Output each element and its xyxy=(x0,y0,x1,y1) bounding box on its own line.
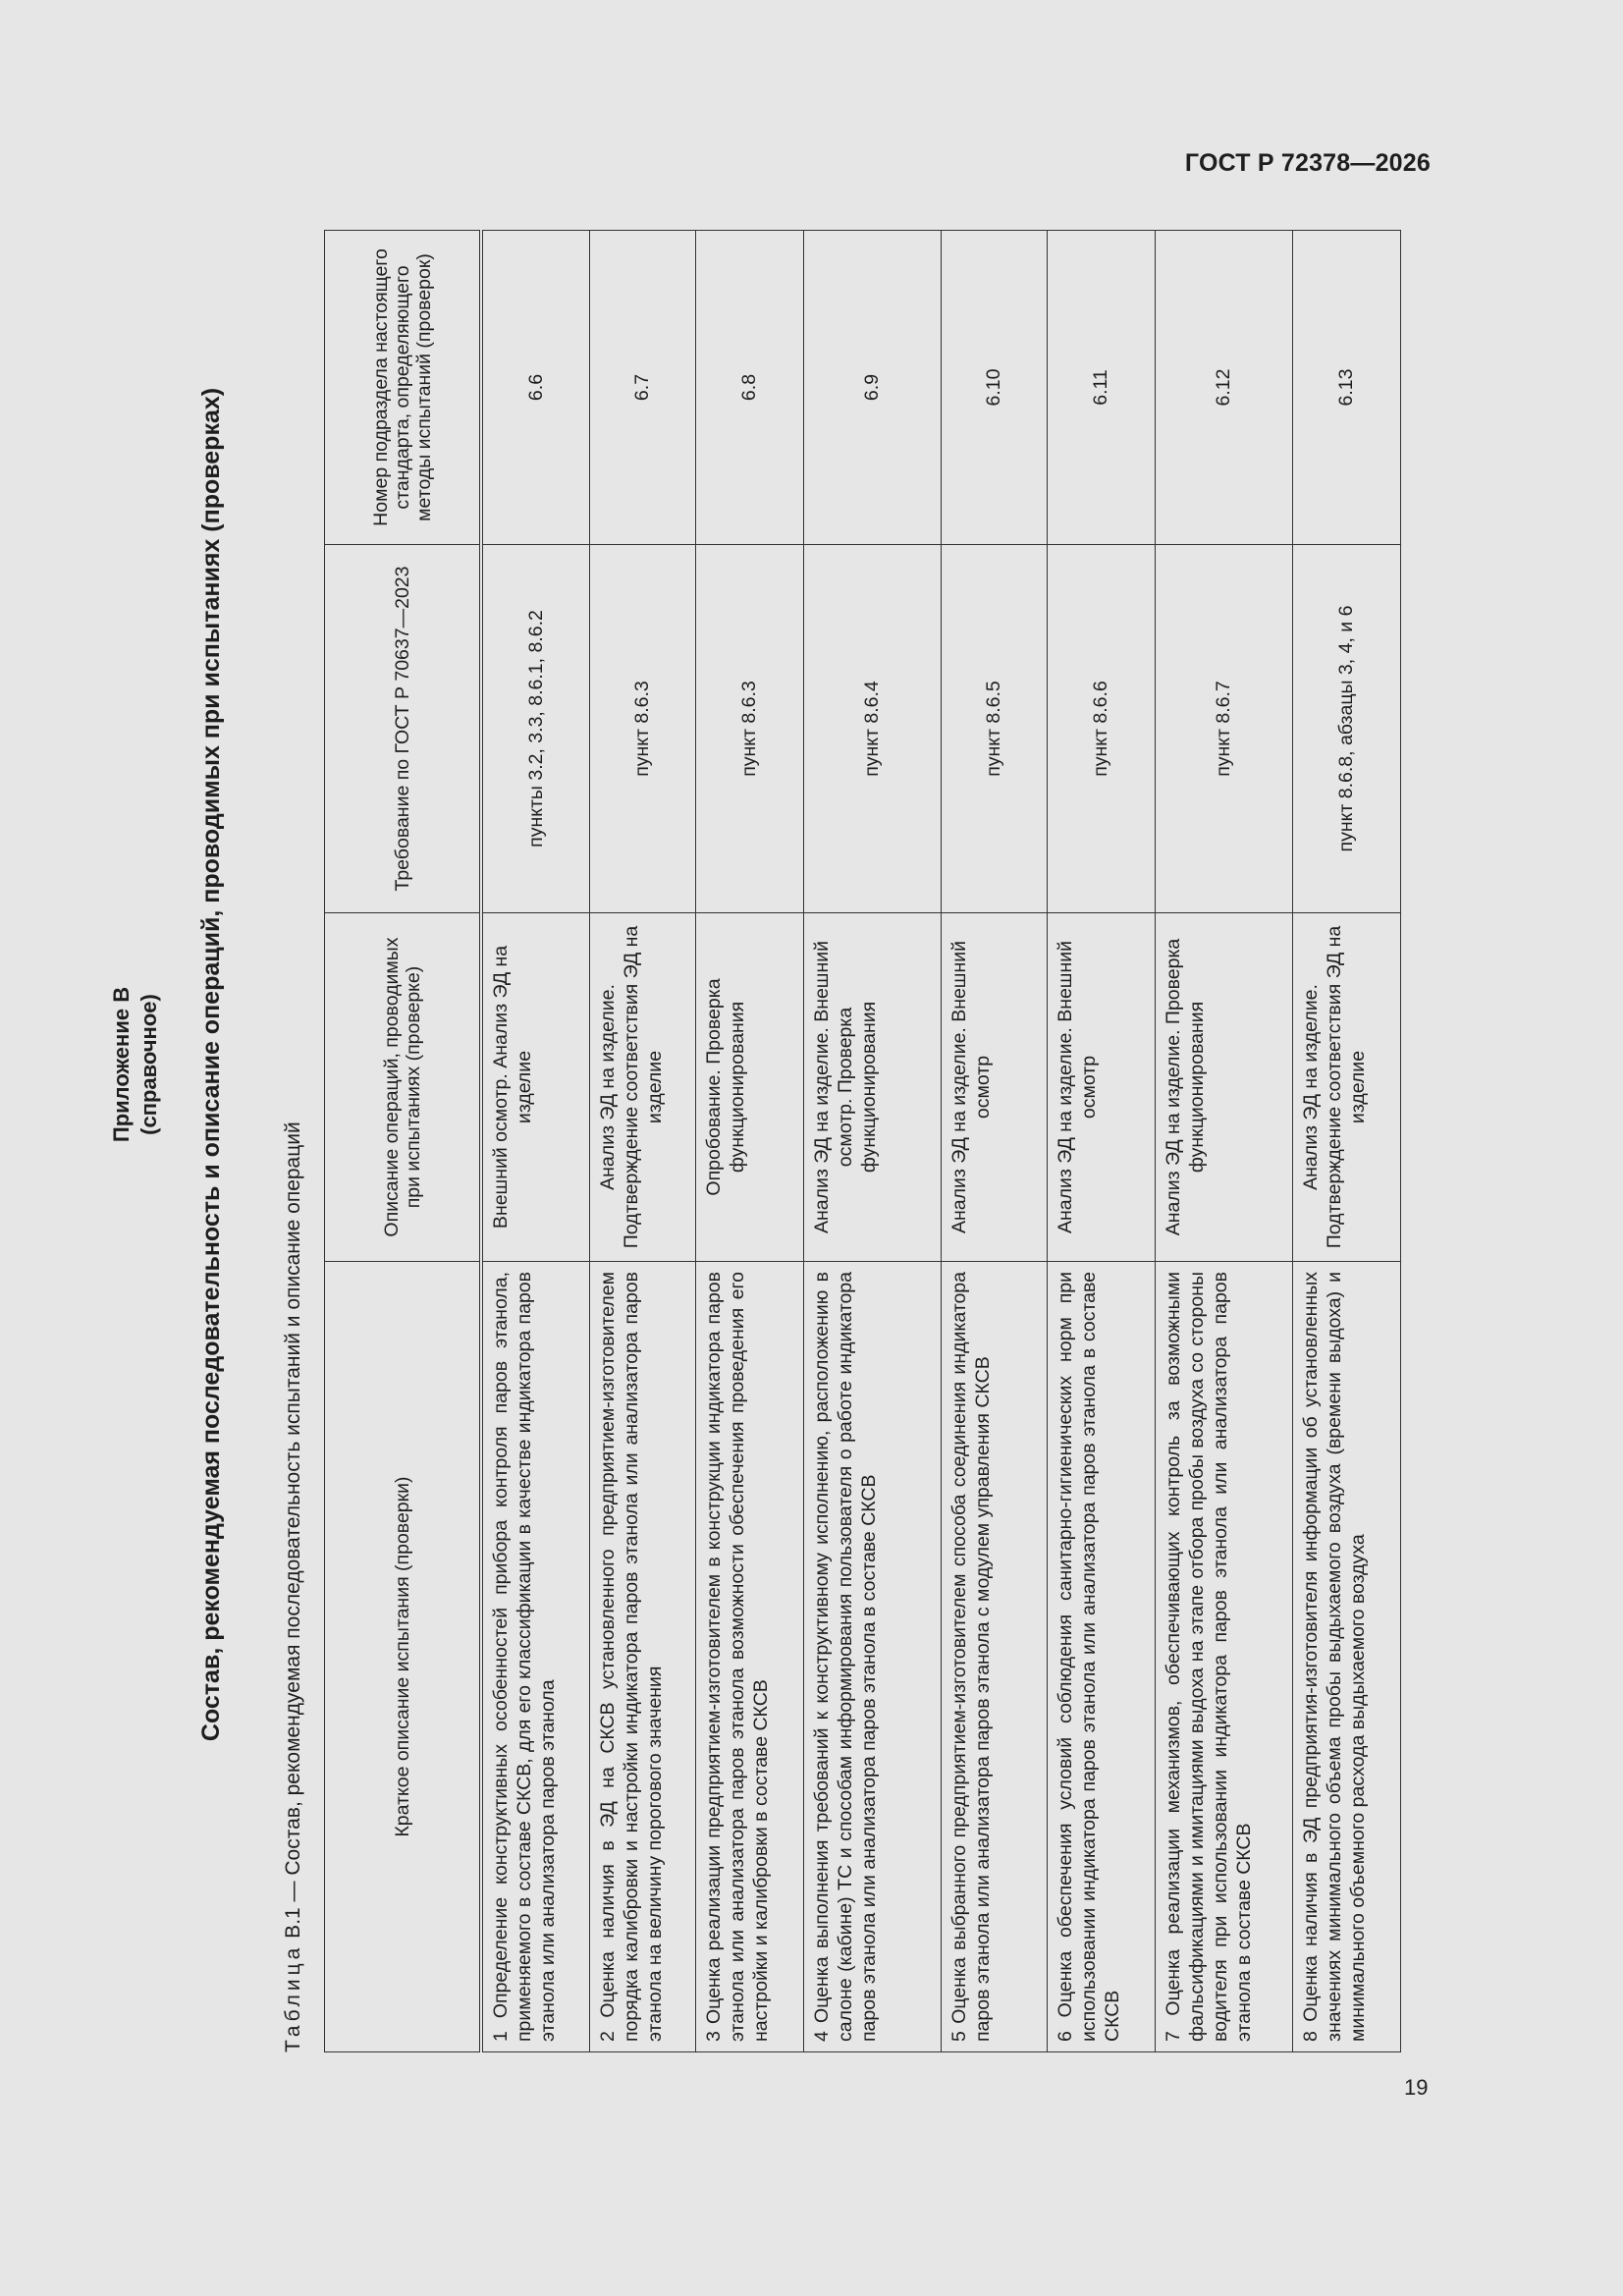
row-subsection: 6.8 xyxy=(695,231,803,545)
table-row xyxy=(941,231,1047,2052)
table-row xyxy=(695,231,803,2052)
row-description: 2 Оценка наличия в ЭД на СКСВ установленного предприятием-изготовителем порядка калибровки и настройки индикатора паров этанола или анализатора паров этанола на величину порогового значения xyxy=(589,1262,695,2052)
table-caption xyxy=(282,1121,305,2052)
operations-table xyxy=(324,230,1401,2052)
row-subsection: 6.11 xyxy=(1047,231,1155,545)
table-caption-prefix: Таблица xyxy=(282,1943,304,2052)
row-requirement: пункт 8.6.3 xyxy=(695,545,803,913)
table-row xyxy=(589,231,695,2052)
standard-designation: ГОСТ Р 72378—2026 xyxy=(1184,149,1431,177)
header-requirement: Требование по ГОСТ Р 70637—2023 xyxy=(325,545,482,913)
row-operations: Анализ ЭД на изделие. Проверка функционирования xyxy=(1155,913,1292,1262)
header-description: Краткое описание испытания (проверки) xyxy=(325,1262,482,2052)
row-requirement: пункт 8.6.3 xyxy=(589,545,695,913)
row-requirement: пункт 8.6.8, абзацы 3, 4, и 6 xyxy=(1292,545,1400,913)
row-requirement: пункт 8.6.5 xyxy=(941,545,1047,913)
row-description: 5 Оценка выбранного предприятием-изготовителем способа соединения индикатора паров этанола или анализатора паров этанола с модулем управления СКСВ xyxy=(941,1262,1047,2052)
row-requirement: пункты 3.2, 3.3, 8.6.1, 8.6.2 xyxy=(481,545,589,913)
appendix-title: Приложение В xyxy=(109,986,134,1143)
table-row xyxy=(1292,231,1400,2052)
row-operations: Анализ ЭД на изделие. Подтверждение соответствия ЭД на изделие xyxy=(589,913,695,1262)
row-description: 8 Оценка наличия в ЭД предприятия-изготовителя информации об установленных значениях минимального объема пробы выдыхаемого воздуха (времени выдоха) и минимального объемного расхода выдыхаемого воздуха xyxy=(1292,1262,1400,2052)
row-requirement: пункт 8.6.6 xyxy=(1047,545,1155,913)
row-subsection: 6.6 xyxy=(481,231,589,545)
row-subsection: 6.9 xyxy=(803,231,941,545)
table-row xyxy=(1155,231,1292,2052)
table-header-row xyxy=(325,231,482,2052)
row-subsection: 6.7 xyxy=(589,231,695,545)
appendix-heading xyxy=(108,57,163,2072)
row-subsection: 6.10 xyxy=(941,231,1047,545)
row-subsection: 6.12 xyxy=(1155,231,1292,545)
row-description: 7 Оценка реализации механизмов, обеспечивающих контроль за возможными фальсификациями и имитациями выдоха на этапе отбора пробы воздуха со стороны водителя при использовании индикатора паров этанола или анализатора паров этанола в составе СКСВ xyxy=(1155,1262,1292,2052)
row-operations: Анализ ЭД на изделие. Внешний осмотр xyxy=(1047,913,1155,1262)
row-operations: Анализ ЭД на изделие. Подтверждение соответствия ЭД на изделие xyxy=(1292,913,1400,1262)
row-operations: Анализ ЭД на изделие. Внешний осмотр. Проверка функционирования xyxy=(803,913,941,1262)
table-caption-text: В.1 — Состав, рекомендуемая последовательность испытаний и описание операций xyxy=(282,1121,304,1939)
row-operations: Внешний осмотр. Анализ ЭД на изделие xyxy=(481,913,589,1262)
header-operations: Описание операций, проводимых при испытаниях (проверке) xyxy=(325,913,482,1262)
row-requirement: пункт 8.6.4 xyxy=(803,545,941,913)
row-description: 6 Оценка обеспечения условий соблюдения санитарно-гигиенических норм при использовании индикатора паров этанола или анализатора паров этанола в составе СКСВ xyxy=(1047,1262,1155,2052)
header-subsection: Номер подраздела настоящего стандарта, определяющего методы испытаний (проверок) xyxy=(325,231,482,545)
row-subsection: 6.13 xyxy=(1292,231,1400,545)
appendix-main-title: Состав, рекомендуемая последовательность и описание операций, проводимых при испытаниях (проверках) xyxy=(197,387,225,1742)
table-row xyxy=(803,231,941,2052)
row-description: 4 Оценка выполнения требований к конструктивному исполнению, расположению в салоне (кабине) ТС и способам информирования пользователя о работе индикатора паров этанола или анализатора паров этанола в составе СКСВ xyxy=(803,1262,941,2052)
page-number: 19 xyxy=(1404,2075,1429,2100)
row-description: 3 Оценка реализации предприятием-изготовителем в конструкции индикатора паров этанола или анализатора паров этанола возможности обеспечения проведения его настройки и калибровки в составе СКСВ xyxy=(695,1262,803,2052)
row-requirement: пункт 8.6.7 xyxy=(1155,545,1292,913)
table-row xyxy=(481,231,589,2052)
table-row xyxy=(1047,231,1155,2052)
row-description: 1 Определение конструктивных особенностей прибора контроля паров этанола, применяемого в составе СКСВ, для его классификации в качестве индикатора паров этанола или анализатора паров этанола xyxy=(481,1262,589,2052)
row-operations: Опробование. Проверка функционирования xyxy=(695,913,803,1262)
rotated-page-content xyxy=(98,57,1434,2072)
row-operations: Анализ ЭД на изделие. Внешний осмотр xyxy=(941,913,1047,1262)
appendix-note: (справочное) xyxy=(136,994,161,1135)
